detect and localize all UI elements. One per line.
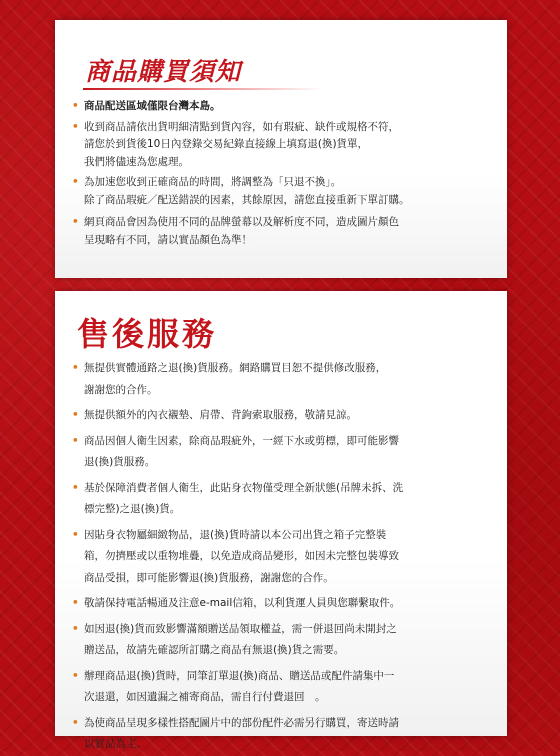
after-sales-title: 售後服務 (77, 315, 218, 353)
list-item (71, 431, 501, 474)
bullet-icon: • (72, 216, 79, 228)
list-item (71, 619, 501, 662)
list-item-text: 辦理商品退(換)貨時，同筆訂單退(換)商品、贈送品或配件請集中一 (84, 669, 395, 682)
list-item-text: 敬請保持電話暢通及注意e-mail信箱，以利貨運人員與您聯繫取件。 (84, 597, 401, 609)
purchase-notice-title: 商品購買須知 (85, 57, 242, 86)
list-item-text: 網頁商品會因為使用不同的品牌螢幕以及解析度不同，造成圖片顏色 (84, 216, 399, 228)
after-sales-list (71, 358, 501, 756)
list-item-text: 贈送品，故請先確認所訂購之商品有無退(換)貨之需要。 (84, 644, 345, 656)
list-item-text: 無提供額外的內衣襯墊、肩帶、背鉤索取服務，敬請見諒。 (84, 409, 357, 421)
list-item-text: 因貼身衣物屬細緻物品，退(換)貨時請以本公司出貨之箱子完整裝 (84, 528, 387, 541)
list-item-text: 以實品為主。 (84, 738, 147, 750)
bullet-icon: • (72, 622, 79, 635)
purchase-notice-panel (55, 20, 507, 278)
list-item-text: 基於保障消費者個人衛生，此貼身衣物僅受理全新狀態(吊牌未拆、洗 (84, 481, 404, 494)
list-item-text: 為加速您收到正確商品的時間，將調整為「只退不換」。 (84, 176, 342, 188)
list-item-text: 商品因個人衛生因素，除商品瑕疵外，一經下水或剪標，即可能影響 (84, 434, 399, 447)
list-item-text: 商品受損，即可能影響退(換)貨服務，謝謝您的合作。 (84, 571, 334, 584)
list-item-text: 標完整)之退(換)貨。 (84, 503, 181, 515)
purchase-notice-list (71, 98, 501, 249)
list-item (71, 119, 501, 172)
list-item-text: 為使商品呈現多樣性搭配圖片中的部份配件必需另行購買，寄送時請 (84, 716, 399, 729)
list-item (71, 174, 501, 209)
bullet-icon: • (72, 100, 79, 112)
list-item-text: 箱，勿擠壓或以重物堆疊，以免造成商品變形，如因未完整包裝導致 (84, 550, 399, 562)
list-item-text: 商品配送區域僅限台灣本島。 (84, 100, 221, 112)
list-item (71, 358, 501, 401)
list-item-text: 無提供實體通路之退(換)貨服務。網路購買目恕不提供修改服務， (84, 362, 387, 374)
list-item-text: 除了商品瑕疵／配送錯誤的因素，其餘原因，請您直接重新下單訂購。 (84, 193, 410, 206)
bullet-icon: • (72, 362, 79, 374)
title-underline (83, 88, 323, 90)
bullet-icon: • (72, 597, 79, 609)
bullet-icon: • (72, 669, 79, 682)
list-item-text: 請您於到貨後10日內登錄交易紀錄直接線上填寫退(換)貨單， (84, 138, 369, 150)
list-item (71, 713, 501, 756)
list-item-text: 如因退(換)貨而致影響滿額贈送品領取權益，需一併退回尚未開封之 (84, 622, 397, 635)
bullet-icon: • (72, 176, 79, 188)
list-item-text: 退(換)貨服務。 (84, 456, 156, 468)
list-item-text: 呈現略有不同，請以實品顏色為準！ (84, 233, 252, 246)
bullet-icon: • (72, 716, 79, 729)
list-item-text: 我們將儘速為您處理。 (84, 155, 189, 168)
list-item (71, 405, 501, 427)
bullet-icon: • (72, 528, 79, 541)
list-item-text: 收到商品請依出貨明細清點到貨內容，如有瑕疵、缺件或規格不符， (84, 120, 399, 133)
bullet-icon: • (72, 409, 79, 421)
list-item-text: 謝謝您的合作。 (84, 383, 158, 396)
list-item (71, 98, 501, 116)
list-item (71, 525, 501, 590)
bullet-icon: • (72, 120, 79, 133)
list-item-text: 次退還，如因遺漏之補寄商品，需自行付費退回 。 (84, 691, 326, 703)
list-item (71, 593, 501, 615)
list-item (71, 478, 501, 521)
bullet-icon: • (72, 434, 79, 447)
after-sales-panel (55, 291, 507, 750)
list-item (71, 214, 501, 249)
bullet-icon: • (72, 481, 79, 494)
list-item (71, 666, 501, 709)
